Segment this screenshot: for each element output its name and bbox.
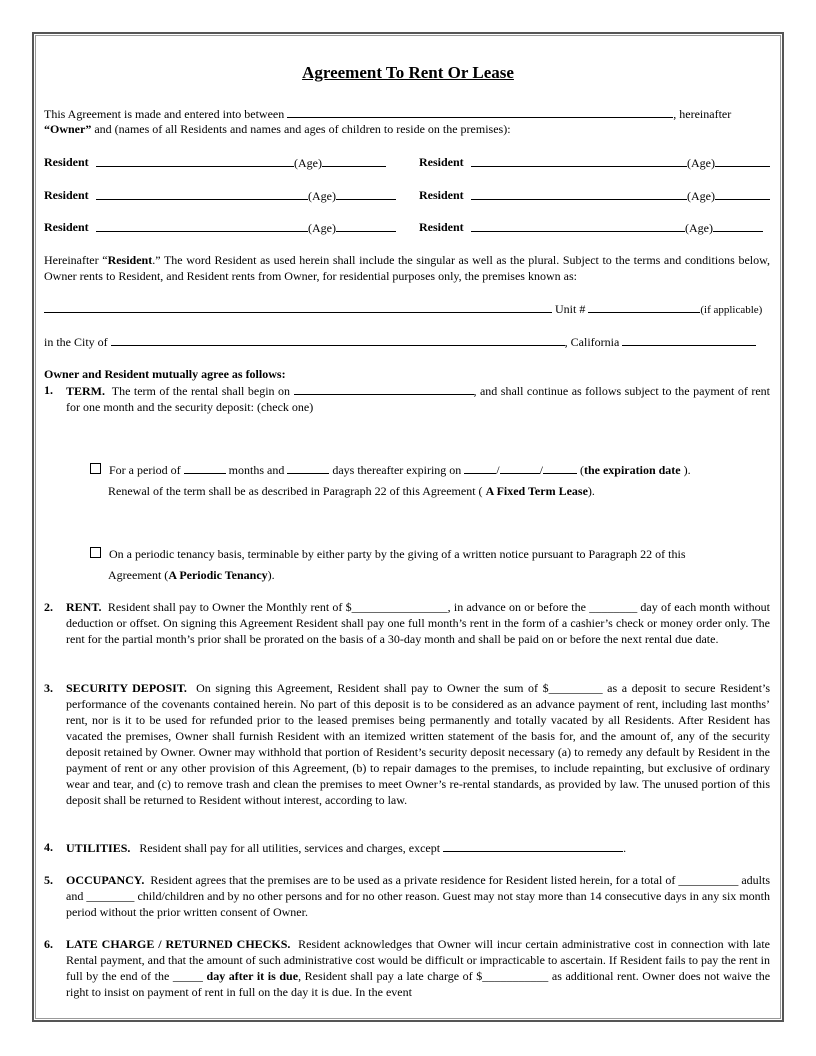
resident-row-3-right xyxy=(471,219,763,236)
age-label: (Age) xyxy=(308,189,336,203)
periodic-tenancy-term: A Periodic Tenancy xyxy=(168,568,268,582)
owner-name-field[interactable] xyxy=(287,105,673,118)
resident-label: Resident xyxy=(419,155,464,169)
paren-close: ). xyxy=(267,568,275,582)
state-label: , California xyxy=(564,335,620,349)
resident-name-field[interactable] xyxy=(96,187,308,200)
section-number: 6. xyxy=(44,937,53,951)
expiration-date-term: the expiration date xyxy=(583,463,681,477)
paren-close: ). xyxy=(683,463,691,477)
resident-age-field[interactable] xyxy=(715,154,770,167)
security-paragraph xyxy=(66,680,770,808)
day-after-due: day after it is due xyxy=(206,969,299,983)
period: . xyxy=(623,841,627,855)
resident-label: Resident xyxy=(419,220,464,234)
utilities-paragraph xyxy=(66,839,626,856)
resident-row-1-left xyxy=(96,154,386,171)
unit-field[interactable] xyxy=(588,300,700,313)
intro-hereinafter: , hereinafter xyxy=(673,107,732,121)
utilities-text: Resident shall pay for all utilities, services and charges, except xyxy=(139,841,441,855)
fixed-term-lease: A Fixed Term Lease xyxy=(485,484,588,498)
term-text-rest: , and shall continue as follows subject to the payment of rent for one month and the security deposit: (check one) xyxy=(66,384,770,414)
resident-name-field[interactable] xyxy=(96,154,294,167)
age-label: (Age) xyxy=(687,189,715,203)
security-text: On signing this Agreement, Resident shall pay to Owner the sum of $_________ as a deposit to secure Resident’s performance of the covenants contained herein. No part of this deposit is to be considered as an advance payment of rent, including last months’ rent, nor is it to be used for refunded prior to the leased premises being permanently and totally vacated by all Residents. After Resident has vacated the premises, Owner shall furnish Resident with an itemized written statement of the basis for, and the amount of, any of the security deposit retained by Owner. Owner may withhold that portion of Resident’s security deposit necessary (a) to remedy any default by Resident in the payment of rent or any other provision of this Agreement, (b) to repair damages to the premises, to include repainting, but exclusive of ordinary wear and tear, and (c) to remove trash and clean the premises to meet Owner’s re-rental standards, as provided by law. The unused portion of this deposit shall be returned to Resident without interest, according to law. xyxy=(66,681,770,807)
city-field[interactable] xyxy=(111,333,565,346)
term-heading: TERM. xyxy=(66,384,105,398)
renewal-text: Renewal of the term shall be as described in Paragraph 22 of this Agreement ( xyxy=(108,484,483,498)
intro-text: This Agreement is made and entered into between xyxy=(44,107,285,121)
term-start-date-field[interactable] xyxy=(294,382,474,395)
opt1-months-label: months and xyxy=(228,463,285,477)
utilities-except-field[interactable] xyxy=(443,839,623,852)
unit-label: Unit # xyxy=(555,302,586,316)
days-field[interactable] xyxy=(287,461,329,474)
section-number: 5. xyxy=(44,873,53,887)
owner-term: “Owner” xyxy=(44,122,92,136)
resident-label: Resident xyxy=(44,188,89,202)
months-field[interactable] xyxy=(184,461,226,474)
section-number: 2. xyxy=(44,600,53,614)
occupancy-text: Resident agrees that the premises are to be used as a private residence for Resident listed herein, for a total of __________ adults and ________ child/children and by no other persons and for no other reason. Guest may not stay more than 14 consecutive days in any six month period without the prior written consent of Owner. xyxy=(66,873,770,919)
paren-open: ( xyxy=(579,463,584,477)
hereinafter-paragraph xyxy=(44,252,770,284)
section-number: 3. xyxy=(44,681,53,695)
term-renewal-line xyxy=(108,483,595,499)
occupancy-heading: OCCUPANCY. xyxy=(66,873,145,887)
if-applicable-label: (if applicable) xyxy=(700,304,763,316)
resident-age-field[interactable] xyxy=(713,219,763,232)
intro-line-2 xyxy=(44,121,511,137)
hereinafter-text-rest: .” The word Resident as used herein shall include the singular as well as the plural. Subject to the terms and conditions below, Owner rents to Resident, and Resident rents from Owner, for residential purposes only, the premises known as: xyxy=(44,253,770,283)
resident-label: Resident xyxy=(419,188,464,202)
term-paragraph xyxy=(66,382,770,415)
age-label: (Age) xyxy=(308,221,336,235)
resident-row-3-left xyxy=(96,219,396,236)
zip-field[interactable] xyxy=(622,333,756,346)
term-periodic-line-2 xyxy=(108,567,275,583)
opt1-expiring-label: days thereafter expiring on xyxy=(332,463,462,477)
exp-year-field[interactable] xyxy=(543,461,577,474)
periodic-tenancy-checkbox[interactable] xyxy=(90,547,101,558)
hereinafter-text: Hereinafter “ xyxy=(44,253,108,267)
term-option-periodic xyxy=(90,546,686,562)
security-heading: SECURITY DEPOSIT. xyxy=(66,681,187,695)
paren-close: ). xyxy=(587,484,595,498)
resident-label: Resident xyxy=(44,220,89,234)
age-label: (Age) xyxy=(687,156,715,170)
section-number: 4. xyxy=(44,840,53,854)
periodic-text: On a periodic tenancy basis, terminable by either party by the giving of a written notice pursuant to Paragraph 22 of this xyxy=(109,547,686,561)
premises-address-field[interactable] xyxy=(44,300,552,313)
rent-paragraph xyxy=(66,599,770,647)
age-label: (Age) xyxy=(685,221,713,235)
resident-age-field[interactable] xyxy=(322,154,386,167)
intro-residents-text: and (names of all Residents and names and ages of children to reside on the premises): xyxy=(91,122,511,136)
occupancy-paragraph xyxy=(66,872,770,920)
intro-line-1 xyxy=(44,105,731,122)
opt1-text: For a period of xyxy=(109,463,181,477)
term-text: The term of the rental shall begin on xyxy=(111,384,291,398)
resident-term: Resident xyxy=(107,253,153,267)
resident-age-field[interactable] xyxy=(336,219,396,232)
exp-month-field[interactable] xyxy=(464,461,496,474)
late-text: Resident acknowledges that Owner will incur certain administrative cost in connection with late Rental payment, and that the amount of such administrative cost would be difficult or impracticable to ascertain. If Resident fails to pay the rent in full by the end of the _____ xyxy=(66,937,771,983)
periodic-agreement-text: Agreement ( xyxy=(108,568,169,582)
city-line xyxy=(44,333,756,350)
late-charge-paragraph xyxy=(66,936,770,1000)
resident-row-2-right xyxy=(471,187,770,204)
late-heading: LATE CHARGE / RETURNED CHECKS. xyxy=(66,937,291,951)
mutual-heading: Owner and Resident mutually agree as follows: xyxy=(44,367,286,381)
exp-day-field[interactable] xyxy=(500,461,540,474)
utilities-heading: UTILITIES. xyxy=(66,841,131,855)
city-label: in the City of xyxy=(44,335,108,349)
late-text-rest: , Resident shall pay a late charge of $___________ as additional rent. Owner does not waive the right to insist on payment of rent in full on the day it is due. In the event xyxy=(66,969,771,999)
age-label: (Age) xyxy=(294,156,322,170)
resident-row-2-left xyxy=(96,187,396,204)
document-title: Agreement To Rent Or Lease xyxy=(302,63,514,82)
resident-name-field[interactable] xyxy=(471,187,687,200)
term-option-fixed: For a period of months and days thereafter expiring on / / (the expiration date ). xyxy=(90,461,691,478)
resident-row-1-right xyxy=(471,154,770,171)
resident-age-field[interactable] xyxy=(336,187,396,200)
section-number: 1. xyxy=(44,383,53,397)
resident-name-field[interactable] xyxy=(471,154,687,167)
premises-line xyxy=(44,300,762,318)
fixed-term-checkbox[interactable] xyxy=(90,463,101,474)
rent-heading: RENT. xyxy=(66,600,102,614)
resident-label: Resident xyxy=(44,155,89,169)
resident-age-field[interactable] xyxy=(715,187,770,200)
rent-text: Resident shall pay to Owner the Monthly rent of $________________, in advance on or before the ________ day of each month without deduction or offset. On signing this Agreement Resident shall pay one full month’s rent in the form of a cashier’s check or money order only. The rent for the partial month’s prior shall be prorated on the basis of a 30-day month and shall be paid on or before the next rental due date. xyxy=(66,600,771,646)
resident-name-field[interactable] xyxy=(471,219,685,232)
resident-name-field[interactable] xyxy=(96,219,308,232)
